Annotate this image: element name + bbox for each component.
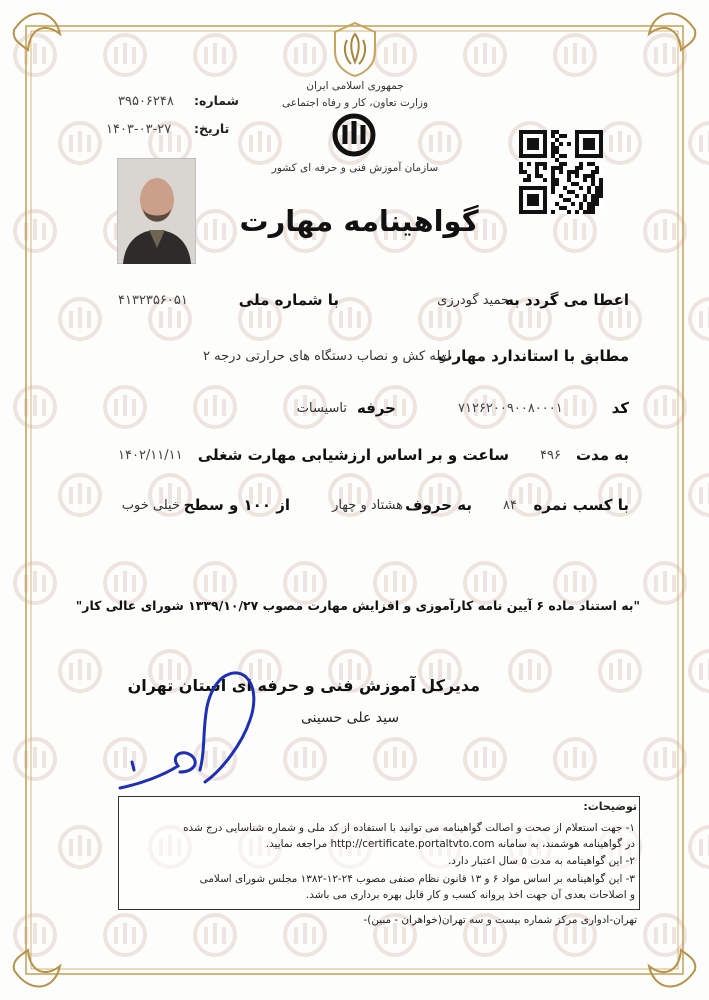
emblem-icon	[330, 20, 380, 78]
legal-basis: "به استناد ماده ۶ آیین نامه کارآموزی و افزایش مهارت مصوب ۱۳۳۹/۱۰/۲۷ شورای عالی کار"	[75, 598, 640, 613]
standard-value: لوله کش و نصاب دستگاه های حرارتی درجه ۲	[203, 349, 451, 364]
standard-label: مطابق با استاندارد مهارت	[437, 347, 629, 365]
date-value: ۱۴۰۳-۰۳-۲۷	[106, 122, 172, 137]
code-value: ۷۱۲۶۲۰۰۹۰۰۸۰۰۰۱	[458, 401, 563, 416]
hours-label: ساعت و بر اساس ارزشیابی مهارت شغلی	[197, 446, 509, 464]
country-name: جمهوری اسلامی ایران	[306, 80, 404, 92]
letters-value: هشتاد و چهار	[332, 498, 403, 513]
number-label: شماره:	[194, 93, 239, 108]
trade-label: حرفه	[356, 399, 396, 417]
duration-label: به مدت	[576, 446, 629, 464]
qr-code	[519, 130, 603, 214]
letters-label: به حروف	[405, 496, 472, 514]
certificate-title: گواهینامه مهارت	[239, 204, 479, 238]
national-id-value: ۴۱۳۲۳۵۶۰۵۱	[118, 293, 188, 308]
national-id-label: با شماره ملی	[238, 291, 339, 309]
organization-name: سازمان آموزش فنی و حرفه ای کشور	[271, 162, 439, 174]
note-1b: در گواهینامه هوشمند، به سامانه http://certificate.portaltvto.com مراجعه نمایید.	[265, 838, 635, 850]
tvto-logo-icon	[332, 113, 376, 157]
holder-name: حمید گودرزی	[437, 293, 509, 308]
number-value: ۳۹۵۰۶۲۴۸	[118, 94, 174, 109]
score-label: با کسب نمره	[533, 496, 629, 514]
footer-address: تهران-ادواری مرکز شماره بیست و سه تهران(خواهران - مبین)-	[363, 914, 637, 926]
trade-value: تاسیسات	[296, 401, 347, 416]
duration-value: ۴۹۶	[540, 448, 561, 463]
note-2: ۲- این گواهینامه به مدت ۵ سال اعتبار دارد.	[447, 855, 635, 867]
signatory-position: مدیرکل آموزش فنی و حرفه ای استان تهران	[127, 676, 480, 695]
signatory-name: سید علی حسینی	[300, 710, 400, 726]
note-3b: و اصلاحات بعدی آن جهت اخذ پروانه کسب و کار قابل بهره برداری می باشد.	[305, 889, 635, 901]
note-1a: ۱- جهت استعلام از صحت و اصالت گواهینامه می توانید با استفاده از کد ملی و شماره شناسایی درج شده	[183, 822, 635, 834]
score-value: ۸۴	[503, 498, 517, 513]
date-label: تاریخ:	[194, 121, 230, 136]
ministry-name: وزارت تعاون، کار و رفاه اجتماعی	[281, 97, 429, 109]
level-value: خیلی خوب	[121, 498, 180, 513]
evaluation-date: ۱۴۰۲/۱۱/۱۱	[118, 448, 183, 463]
note-3a: ۳- این گواهینامه بر اساس مواد ۶ و ۱۳ قانون نظام صنفی مصوب ۲۴-۱۲-۱۳۸۲ مجلس شورای اسلامی	[199, 873, 635, 885]
holder-photo	[117, 158, 196, 264]
code-label: کد	[611, 399, 629, 417]
granted-to-label: اعطا می گردد به	[505, 291, 629, 309]
notes-heading: توضیحات:	[583, 800, 637, 813]
signature	[110, 660, 280, 800]
out-of-label: از ۱۰۰ و سطح	[183, 496, 290, 514]
